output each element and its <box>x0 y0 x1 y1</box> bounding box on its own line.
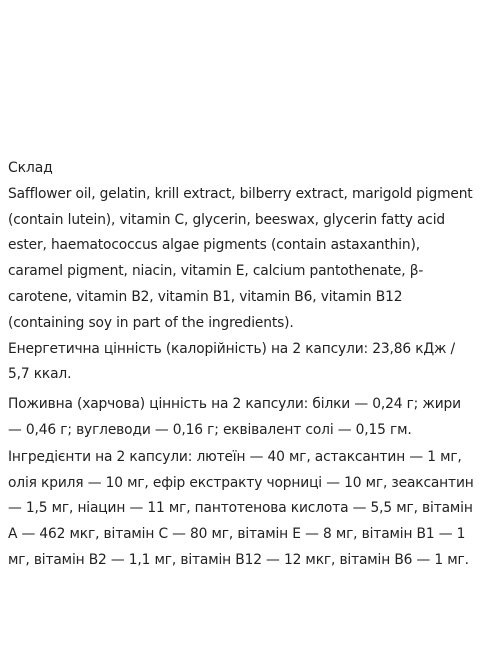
composition-heading: Склад <box>8 160 53 176</box>
active-ingredients: Інгредієнти на 2 капсули: лютеїн — 40 мг, астаксантин — 1 мг, олія криля — 10 мг, ефір екстракту чорниці — 10 мг, зеаксантин — 1,5 мг, ніацин — 11 мг, пантотенова кислота — 5,5 мг, вітамін А — 462 мкг, вітамін С — 80 мг, вітамін Е — 8 мг, вітамін В1 — 1 мг, вітамін В2 — 1,1 мг, вітамін В12 — 12 мкг, вітамін В6 — 1 мг. <box>8 448 474 568</box>
composition-section <box>8 156 478 574</box>
energy-value: Енергетична цінність (калорійність) на 2 капсули: 23,86 кДж / 5,7 ккал. <box>8 340 456 383</box>
nutrition-value: Поживна (харчова) цінність на 2 капсули: білки — 0,24 г; жири — 0,46 г; вуглеводи — 0,16 г; еквівалент солі — 0,15 гм. <box>8 396 461 438</box>
ingredients-list: Safflower oil, gelatin, krill extract, bilberry extract, marigold pigment (contain lutein), vitamin C, glycerin, beeswax, glycerin fatty acid ester, haematococcus algae pigments (contain astaxanthin), caramel pigment, niacin, vitamin E, calcium pantothenate, β-carotene, vitamin B2, vitamin B1, vitamin B6, vitamin B12 (containing soy in part of the ingredients). <box>8 185 473 331</box>
